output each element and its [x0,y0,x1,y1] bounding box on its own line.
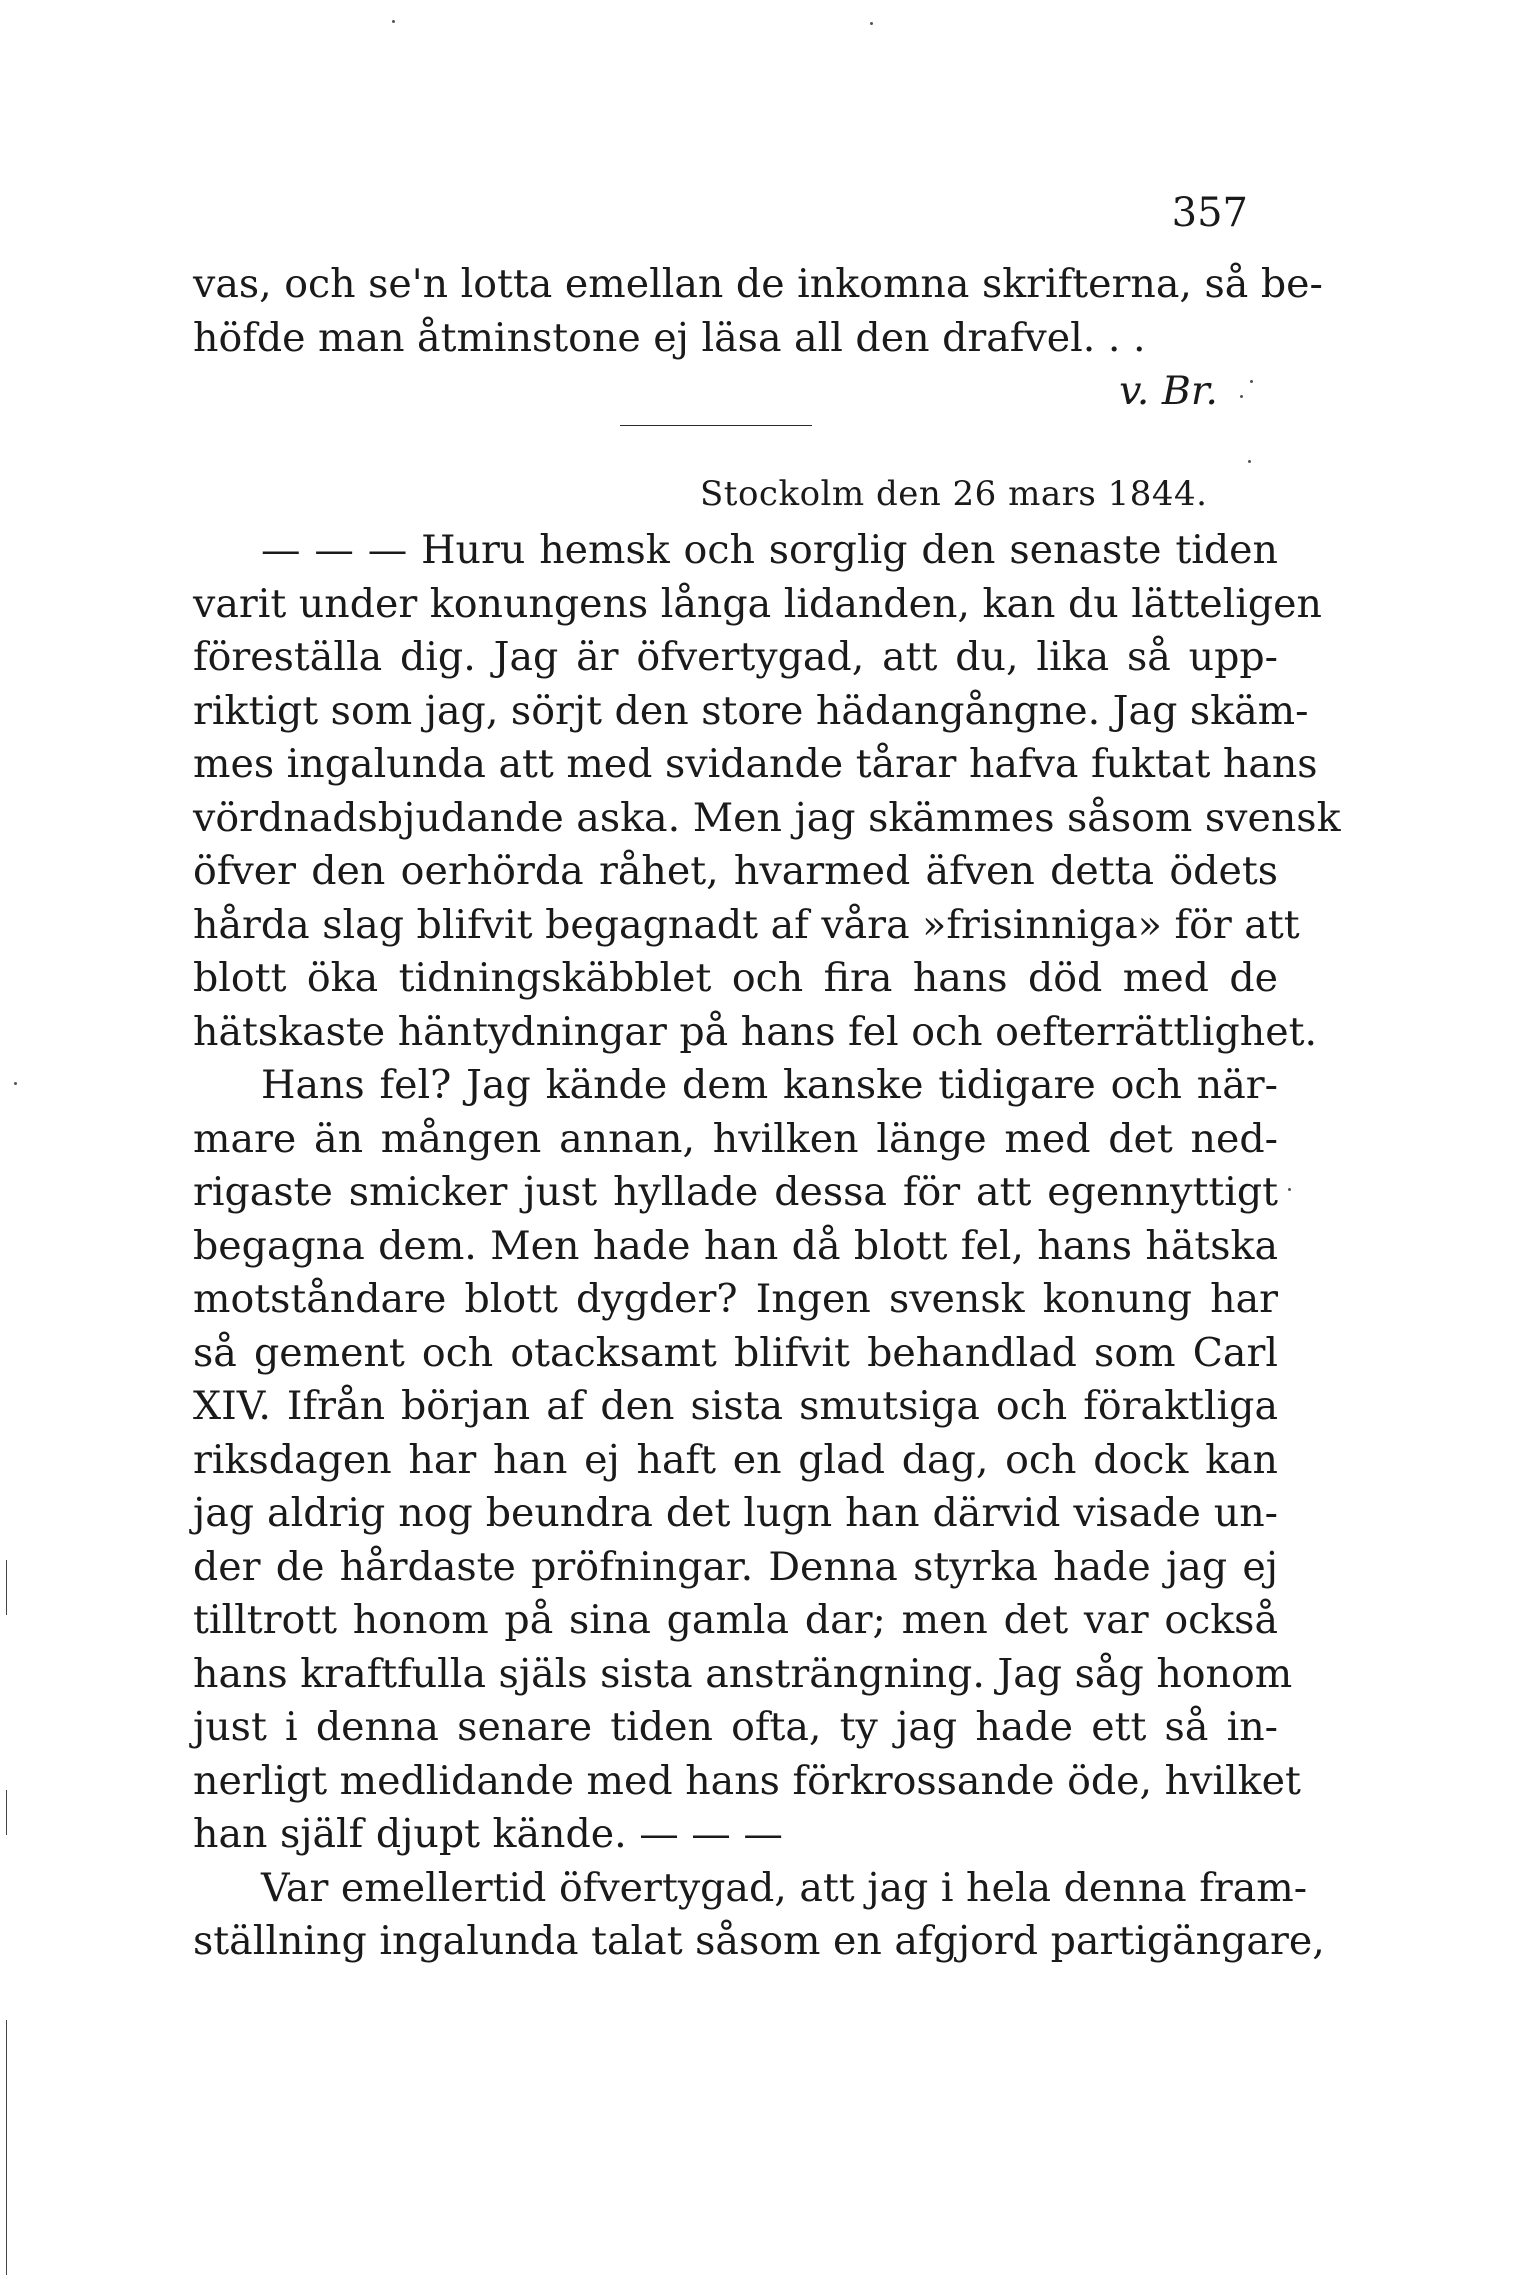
text-line: ställning ingalunda talat såsom en afgjord partigängare, [193,1918,1325,1964]
text-line: riksdagen har han ej haft en glad dag, och dock kan [193,1436,1278,1483]
text-line: höfde man åtminstone ej läsa all den drafvel. . . [193,314,1146,361]
text-line: jag aldrig nog beundra det lugn han därvid visade un- [193,1490,1278,1536]
print-speck [870,22,873,25]
text-line: öfver den oerhörda råhet, hvarmed äfven detta ödets [193,848,1278,894]
dateline: Stockolm den 26 mars 1844. [700,474,1208,514]
text-line: vas, och se'n lotta emellan de inkomna skrifterna, så be- [193,261,1323,307]
print-speck [392,20,395,23]
binding-edge-mark [6,2020,7,2275]
text-line: hätskaste häntydningar på hans fel och oefterrättlighet. [193,1008,1317,1055]
text-line: nerligt medlidande med hans förkrossande öde, hvilket [193,1757,1301,1804]
text-line: mare än mången annan, hvilken länge med det ned- [193,1115,1278,1162]
print-speck [1288,1188,1291,1191]
text-line: Hans fel? Jag kände dem kanske tidigare och när- [261,1062,1278,1108]
print-speck [1248,460,1251,463]
text-line: han själf djupt kände. — — — [193,1811,783,1857]
signature: v. Br. [1119,368,1218,414]
opening-paragraph [193,258,1323,419]
text-line: mes ingalunda att med svidande tårar hafva fuktat hans [193,741,1318,787]
binding-edge-mark [6,1560,7,1615]
text-line: så gement och otacksamt blifvit behandlad som Carl [193,1329,1278,1376]
text-line: hans kraftfulla själs sista ansträngning. Jag såg honom [193,1650,1293,1697]
text-line: varit under konungens långa lidanden, kan du lätteligen [193,580,1322,627]
text-line: hårda slag blifvit begagnadt af våra »frisinniga» för att [193,901,1300,948]
text-line: — — — Huru hemsk och sorglig den senaste tiden [261,527,1278,573]
text-line: föreställa dig. Jag är öfvertygad, att du, lika så upp- [193,634,1278,680]
binding-edge-mark [6,1790,7,1835]
text-line: riktigt som jag, sörjt den store hädangångne. Jag skäm- [193,687,1309,734]
section-divider [620,425,812,426]
text-line: vördnadsbjudande aska. Men jag skämmes såsom svensk [193,794,1341,841]
text-line: der de hårdaste pröfningar. Denna styrka hade jag ej [193,1543,1278,1590]
letter-body [193,524,1341,1969]
page-number: 357 [1171,190,1248,236]
print-speck [1250,380,1253,383]
text-line: rigaste smicker just hyllade dessa för att egennyttigt [193,1169,1278,1215]
text-line: begagna dem. Men hade han då blott fel, hans hätska [193,1222,1278,1269]
print-speck [14,1082,17,1085]
text-line: blott öka tidningskäbblet och fira hans död med de [193,955,1278,1001]
text-line: tilltrott honom på sina gamla dar; men det var också [193,1597,1278,1643]
text-line: Var emellertid öfvertygad, att jag i hela denna fram- [261,1864,1308,1911]
print-speck [1240,395,1243,398]
text-line: just i denna senare tiden ofta, ty jag hade ett så in- [193,1704,1278,1750]
text-line: XIV. Ifrån början af den sista smutsiga och föraktliga [193,1383,1278,1429]
text-line: motståndare blott dygder? Ingen svensk konung har [193,1276,1278,1322]
